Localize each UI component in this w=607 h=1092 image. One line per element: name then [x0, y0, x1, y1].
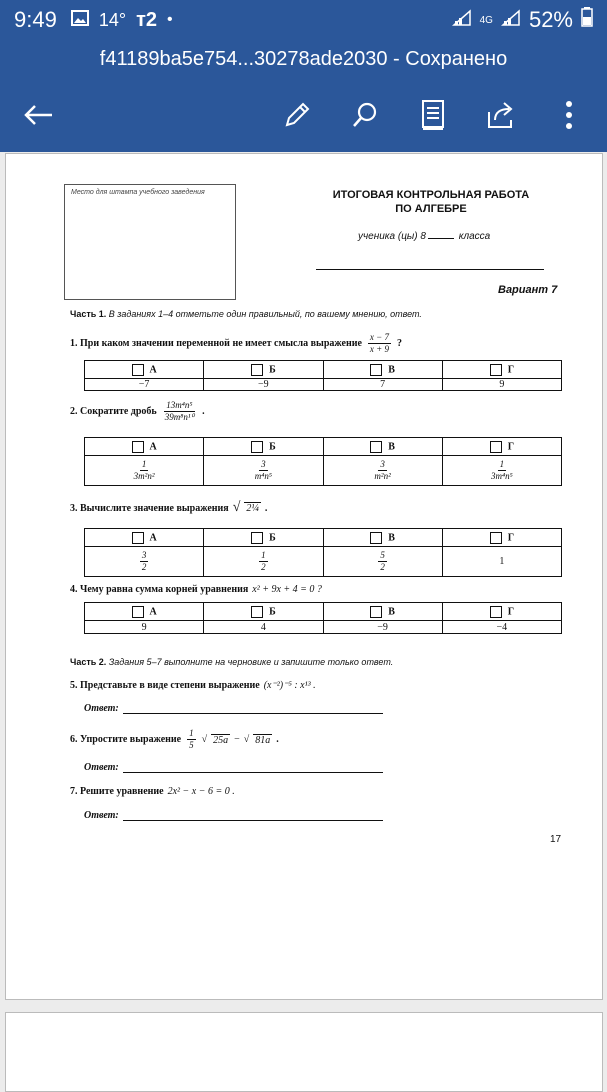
name-line: [316, 269, 544, 270]
q4-option-v[interactable]: В: [323, 603, 442, 621]
checkbox[interactable]: [132, 532, 144, 544]
q5-expression: (x⁻²)⁻⁵ : x¹³ .: [263, 680, 316, 691]
q4-text: 4. Чему равна сумма корней уравнения: [70, 584, 249, 595]
answer-label: Ответ:: [84, 703, 119, 714]
question-7: [70, 786, 235, 797]
q1-option-g[interactable]: Г: [442, 361, 561, 379]
q2-answer-b: $\frac{3}{\text{m⁴n⁵}}$: [204, 456, 323, 486]
checkbox[interactable]: [490, 606, 502, 618]
q2-text: 2. Сократите дробь: [70, 406, 157, 417]
q6-answer-field[interactable]: [84, 762, 383, 773]
q2-option-v[interactable]: В: [323, 438, 442, 456]
edit-pencil-icon[interactable]: [279, 97, 315, 133]
next-document-page: [5, 1012, 603, 1092]
student-suffix: класса: [458, 231, 491, 242]
part2-text: Задания 5–7 выполните на черновике и запишите только ответ.: [106, 657, 394, 667]
back-arrow-icon[interactable]: [20, 97, 56, 133]
checkbox[interactable]: [251, 441, 263, 453]
q1-option-b[interactable]: Б: [204, 361, 323, 379]
q1-den: x + 9: [369, 344, 389, 354]
checkbox[interactable]: [251, 532, 263, 544]
q1-answer-v: 7: [323, 379, 442, 391]
search-icon[interactable]: [347, 97, 383, 133]
q2-fraction: [163, 400, 196, 423]
q7-expression: 2x² − x − 6 = 0 .: [167, 786, 235, 797]
q2-answer-a: $\frac{1}{\text{3m²n²}}$: [85, 456, 204, 486]
status-temp: 14°: [98, 9, 127, 30]
q3-option-b[interactable]: Б: [204, 529, 323, 547]
q3-answer-b: $\frac{1}{2}$: [204, 547, 323, 577]
q1-text: 1. При каком значении переменной не имеет смысла выражение: [70, 338, 362, 349]
q1-answer-g: 9: [442, 379, 561, 391]
q2-option-a[interactable]: А: [85, 438, 204, 456]
question-2: [70, 400, 205, 423]
checkbox[interactable]: [490, 441, 502, 453]
q3-option-v[interactable]: В: [323, 529, 442, 547]
q5-answer-field[interactable]: [84, 703, 383, 714]
q7-answer-field[interactable]: [84, 810, 383, 821]
q6-expr2: 81a: [255, 734, 271, 746]
doc-title: [296, 188, 566, 216]
question-5: [70, 680, 316, 691]
checkbox[interactable]: [132, 364, 144, 376]
question-6: 6. Упростите выражение $\frac{1}{5}$ √ 25a − √ 81a .: [70, 728, 279, 750]
status-dot: •: [166, 11, 173, 28]
variant-label: Вариант 7: [498, 284, 558, 296]
q2-answer-table: [84, 437, 562, 486]
checkbox[interactable]: [251, 606, 263, 618]
checkbox[interactable]: [490, 364, 502, 376]
status-carrier: т2: [136, 8, 157, 31]
q1-answer-table: [84, 360, 562, 391]
checkbox[interactable]: [132, 606, 144, 618]
doc-title-line1: ИТОГОВАЯ КОНТРОЛЬНАЯ РАБОТА: [332, 189, 530, 201]
q4-answer-g: −4: [442, 621, 561, 634]
q2-answer-g: $\frac{1}{\text{3m⁴n⁵}}$: [442, 456, 561, 486]
q3-option-a[interactable]: А: [85, 529, 204, 547]
part1-text: В заданиях 1–4 отметьте один правильный, по вашему мнению, ответ.: [106, 309, 422, 319]
checkbox[interactable]: [370, 364, 382, 376]
q4-answer-v: −9: [323, 621, 442, 634]
q2-option-b[interactable]: Б: [204, 438, 323, 456]
q6-text: 6. Упростите выражение: [70, 734, 182, 745]
question-4: [70, 584, 322, 595]
gallery-icon: [71, 10, 89, 31]
document-page: [5, 153, 603, 1000]
q1-option-a[interactable]: А: [85, 361, 204, 379]
q1-tail: ?: [396, 338, 402, 349]
q2-num: 13m⁴n⁵: [166, 400, 193, 410]
student-prefix: ученика (цы) 8: [358, 231, 426, 242]
q4-option-b[interactable]: Б: [204, 603, 323, 621]
signal-icon: [452, 7, 472, 33]
q6-minus: −: [234, 734, 240, 745]
q3-text: 3. Вычислите значение выражения: [70, 502, 229, 514]
answer-label: Ответ:: [84, 810, 119, 821]
q4-option-g[interactable]: Г: [442, 603, 561, 621]
student-line: [358, 231, 490, 242]
q4-answer-table: [84, 602, 562, 634]
q1-fraction: [368, 332, 391, 355]
q3-expression: 2¼: [246, 503, 259, 514]
q3-answer-g: 1: [442, 547, 561, 577]
q3-option-g[interactable]: Г: [442, 529, 561, 547]
q2-answer-v: $\frac{3}{\text{m²n²}}$: [323, 456, 442, 486]
q2-den: 39m⁸n¹⁰: [164, 412, 195, 422]
q4-expression: x² + 9x + 4 = 0 ?: [252, 584, 322, 595]
part2-label: Часть 2.: [70, 657, 107, 667]
q3-answer-table: [84, 528, 562, 577]
q4-answer-a: 9: [85, 621, 204, 634]
stamp-label: Место для штампа учебного заведения: [71, 189, 205, 196]
q2-option-g[interactable]: Г: [442, 438, 561, 456]
app-toolbar: [0, 78, 607, 152]
status-battery: 52%: [528, 7, 573, 32]
doc-title-line2: ПО АЛГЕБРЕ: [395, 203, 467, 215]
q5-text: 5. Представьте в виде степени выражение: [70, 680, 260, 691]
answer-label: Ответ:: [84, 762, 119, 773]
q1-num: x − 7: [369, 332, 389, 342]
q1-answer-a: −7: [85, 379, 204, 391]
part2-instructions: [70, 657, 393, 667]
q6-fraction: $\frac{1}{5}$: [189, 728, 194, 750]
battery-icon: [581, 7, 593, 33]
checkbox[interactable]: [370, 532, 382, 544]
q1-option-v[interactable]: В: [323, 361, 442, 379]
q6-expr1: 25a: [213, 734, 229, 746]
checkbox[interactable]: [490, 532, 502, 544]
q3-answer-v: $\frac{5}{2}$: [323, 547, 442, 577]
checkbox[interactable]: [251, 364, 263, 376]
status-time: 9:49: [14, 7, 57, 32]
reading-view-icon[interactable]: [415, 97, 451, 133]
part1-label: Часть 1.: [70, 309, 107, 319]
q2-tail: .: [202, 406, 205, 417]
part1-instructions: [70, 309, 422, 319]
checkbox[interactable]: [370, 606, 382, 618]
q7-text: 7. Решите уравнение: [70, 786, 164, 797]
q6-tail: .: [276, 734, 279, 745]
q1-answer-b: −9: [204, 379, 323, 391]
q3-answer-a: $\frac{3}{2}$: [85, 547, 204, 577]
status-network: 4G: [479, 14, 493, 26]
signal-icon-2: [501, 7, 521, 33]
school-stamp-box: [64, 184, 236, 300]
checkbox[interactable]: [370, 441, 382, 453]
q4-answer-b: 4: [204, 621, 323, 634]
q3-tail: .: [264, 502, 268, 514]
status-bar: [0, 0, 607, 40]
question-3: 3. Вычислите значение выражения √ 2¼ .: [70, 500, 268, 515]
page-number: 17: [550, 834, 562, 845]
document-title-bar: f41189ba5e754...30278ade2030 - Сохранено: [0, 40, 607, 78]
more-options-icon[interactable]: [551, 97, 587, 133]
checkbox[interactable]: [132, 441, 144, 453]
question-1: [70, 332, 402, 355]
share-icon[interactable]: [483, 97, 519, 133]
q4-option-a[interactable]: А: [85, 603, 204, 621]
